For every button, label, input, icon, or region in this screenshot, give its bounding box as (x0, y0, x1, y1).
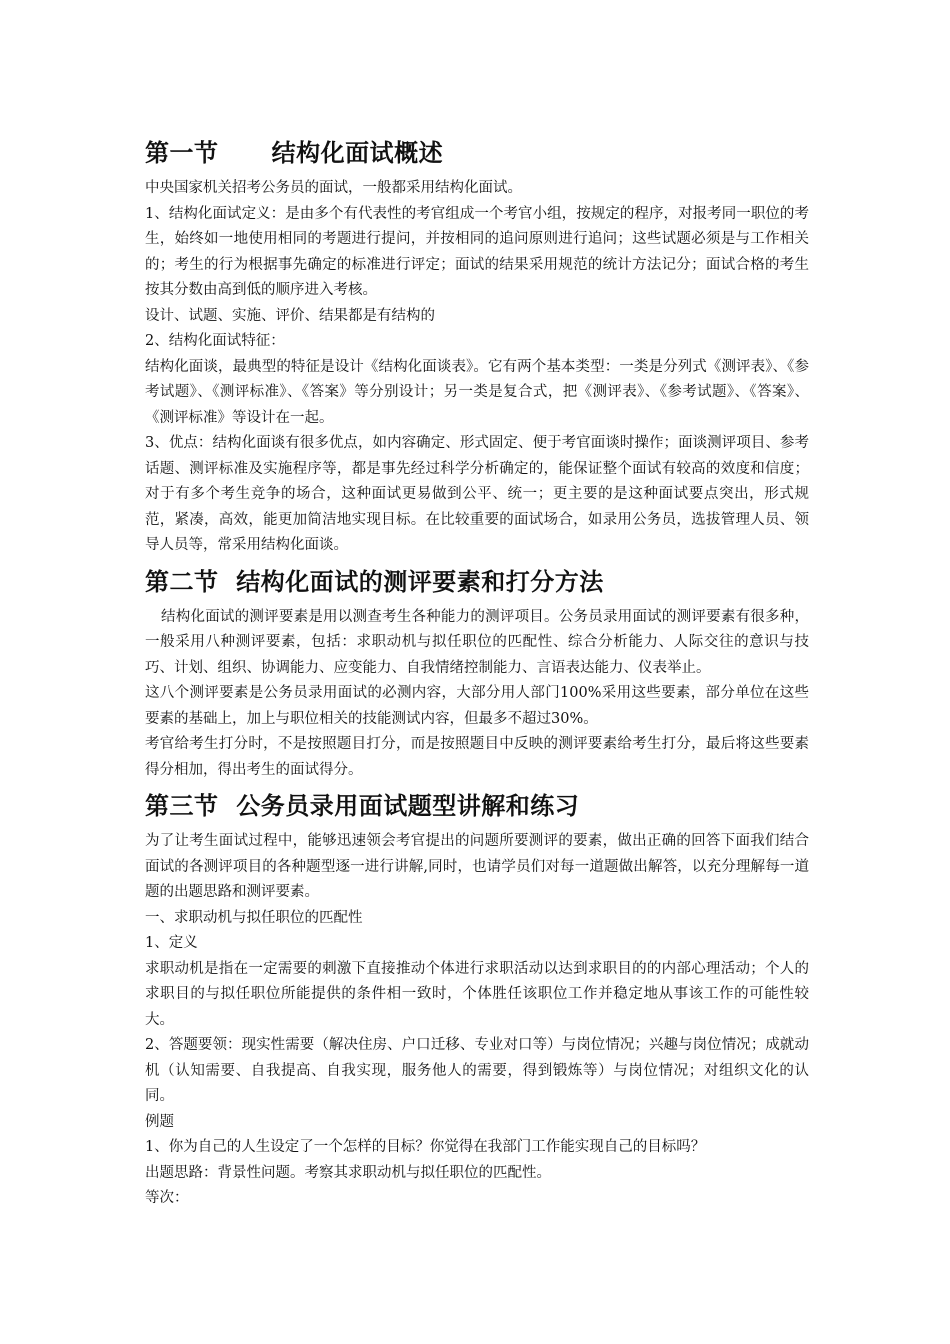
section-1-paragraph: 结构化面谈，最典型的特征是设计《结构化面谈表》。它有两个基本类型：一类是分列式《测评表》、《参考试题》、《测评标准》、《答案》等分别设计；另一类是复合式，把《测评表》、《参考试题》、《答案》、《测评标准》等设计在一起。 (145, 358, 809, 426)
section-1-heading: 第一节 结构化面试概述 (145, 139, 444, 167)
section-1-paragraph: 设计、试题、实施、评价、结果都是有结构的 (145, 307, 435, 324)
section-1-paragraph: 2、结构化面试特征： (145, 333, 285, 349)
section-2-heading: 第二节 结构化面试的测评要素和打分方法 (145, 567, 604, 596)
section-2-paragraph: 结构化面试的测评要素是用以测查考生各种能力的测评项目。公务员录用面试的测评要素有很多种，一般采用八种测评要素，包括：求职动机与拟任职位的匹配性、综合分析能力、人际交往的意识与技巧、计划、组织、协调能力、应变能力、自我情绪控制能力、言语表达能力、仪表举止。 (145, 608, 809, 676)
section-3-paragraph: 例题 (145, 1113, 174, 1130)
section-3-heading: 第三节 公务员录用面试题型讲解和练习 (145, 792, 580, 820)
document-page (145, 128, 809, 1212)
section-2-paragraph: 考官给考生打分时，不是按照题目打分，而是按照题目中反映的测评要素给考生打分，最后将这些要素得分相加，得出考生的面试得分。 (145, 736, 809, 778)
section-3-paragraph: 2、答题要领：现实性需要（解决住房、户口迁移、专业对口等）与岗位情况；兴趣与岗位情况；成就动机（认知需要、自我提高、自我实现，服务他人的需要，得到锻炼等）与岗位情况；对组织文化的认同。 (145, 1037, 809, 1104)
section-1-paragraph: 中央国家机关招考公务员的面试，一般都采用结构化面试。 (145, 180, 522, 196)
section-3-paragraph: 出题思路：背景性问题。考察其求职动机与拟任职位的匹配性。 (145, 1164, 551, 1181)
section-2-paragraph: 这八个测评要素是公务员录用面试的必测内容，大部分用人部门100%采用这些要素，部分单位在这些要素的基础上，加上与职位相关的技能测试内容，但最多不超过30%。 (145, 685, 809, 727)
section-1-paragraph: 3、优点：结构化面谈有很多优点，如内容确定、形式固定、便于考官面谈时操作；面谈测评项目、参考话题、测评标准及实施程序等，都是事先经过科学分析确定的，能保证整个面试有较高的效度和信度；对于有多个考生竞争的场合，这种面试更易做到公平、统一；更主要的是这种面试要点突出，形式规范，紧凑，高效，能更加简洁地实现目标。在比较重要的面试场合，如录用公务员，选拔管理人员、领导人员等，常采用结构化面谈。 (145, 435, 809, 553)
section-1-paragraph: 1、结构化面试定义：是由多个有代表性的考官组成一个考官小组，按规定的程序，对报考同一职位的考生，始终如一地使用相同的考题进行提问，并按相同的追问原则进行追问；这些试题必须是与工作相关的；考生的行为根据事先确定的标准进行评定；面试的结果采用规范的统计方法记分；面试合格的考生按其分数由高到低的顺序进入考核。 (145, 205, 809, 298)
section-3-paragraph: 一、求职动机与拟任职位的匹配性 (145, 909, 363, 926)
section-3-paragraph: 1、你为自己的人生设定了一个怎样的目标？你觉得在我部门工作能实现自己的目标吗？ (145, 1139, 706, 1155)
section-3-paragraph: 求职动机是指在一定需要的刺激下直接推动个体进行求职活动以达到求职目的的内部心理活动；个人的求职目的与拟任职位所能提供的条件相一致时，个体胜任该职位工作并稳定地从事该工作的可能性较大。 (145, 960, 809, 1028)
section-3-paragraph: 等次： (145, 1190, 189, 1206)
section-3-paragraph: 1、定义 (145, 935, 198, 951)
section-3-paragraph: 为了让考生面试过程中，能够迅速领会考官提出的问题所要测评的要素，做出正确的回答下面我们结合面试的各测评项目的各种题型逐一进行讲解,同时，也请学员们对每一道题做出解答，以充分理解每一道题的出题思路和测评要素。 (145, 833, 809, 900)
